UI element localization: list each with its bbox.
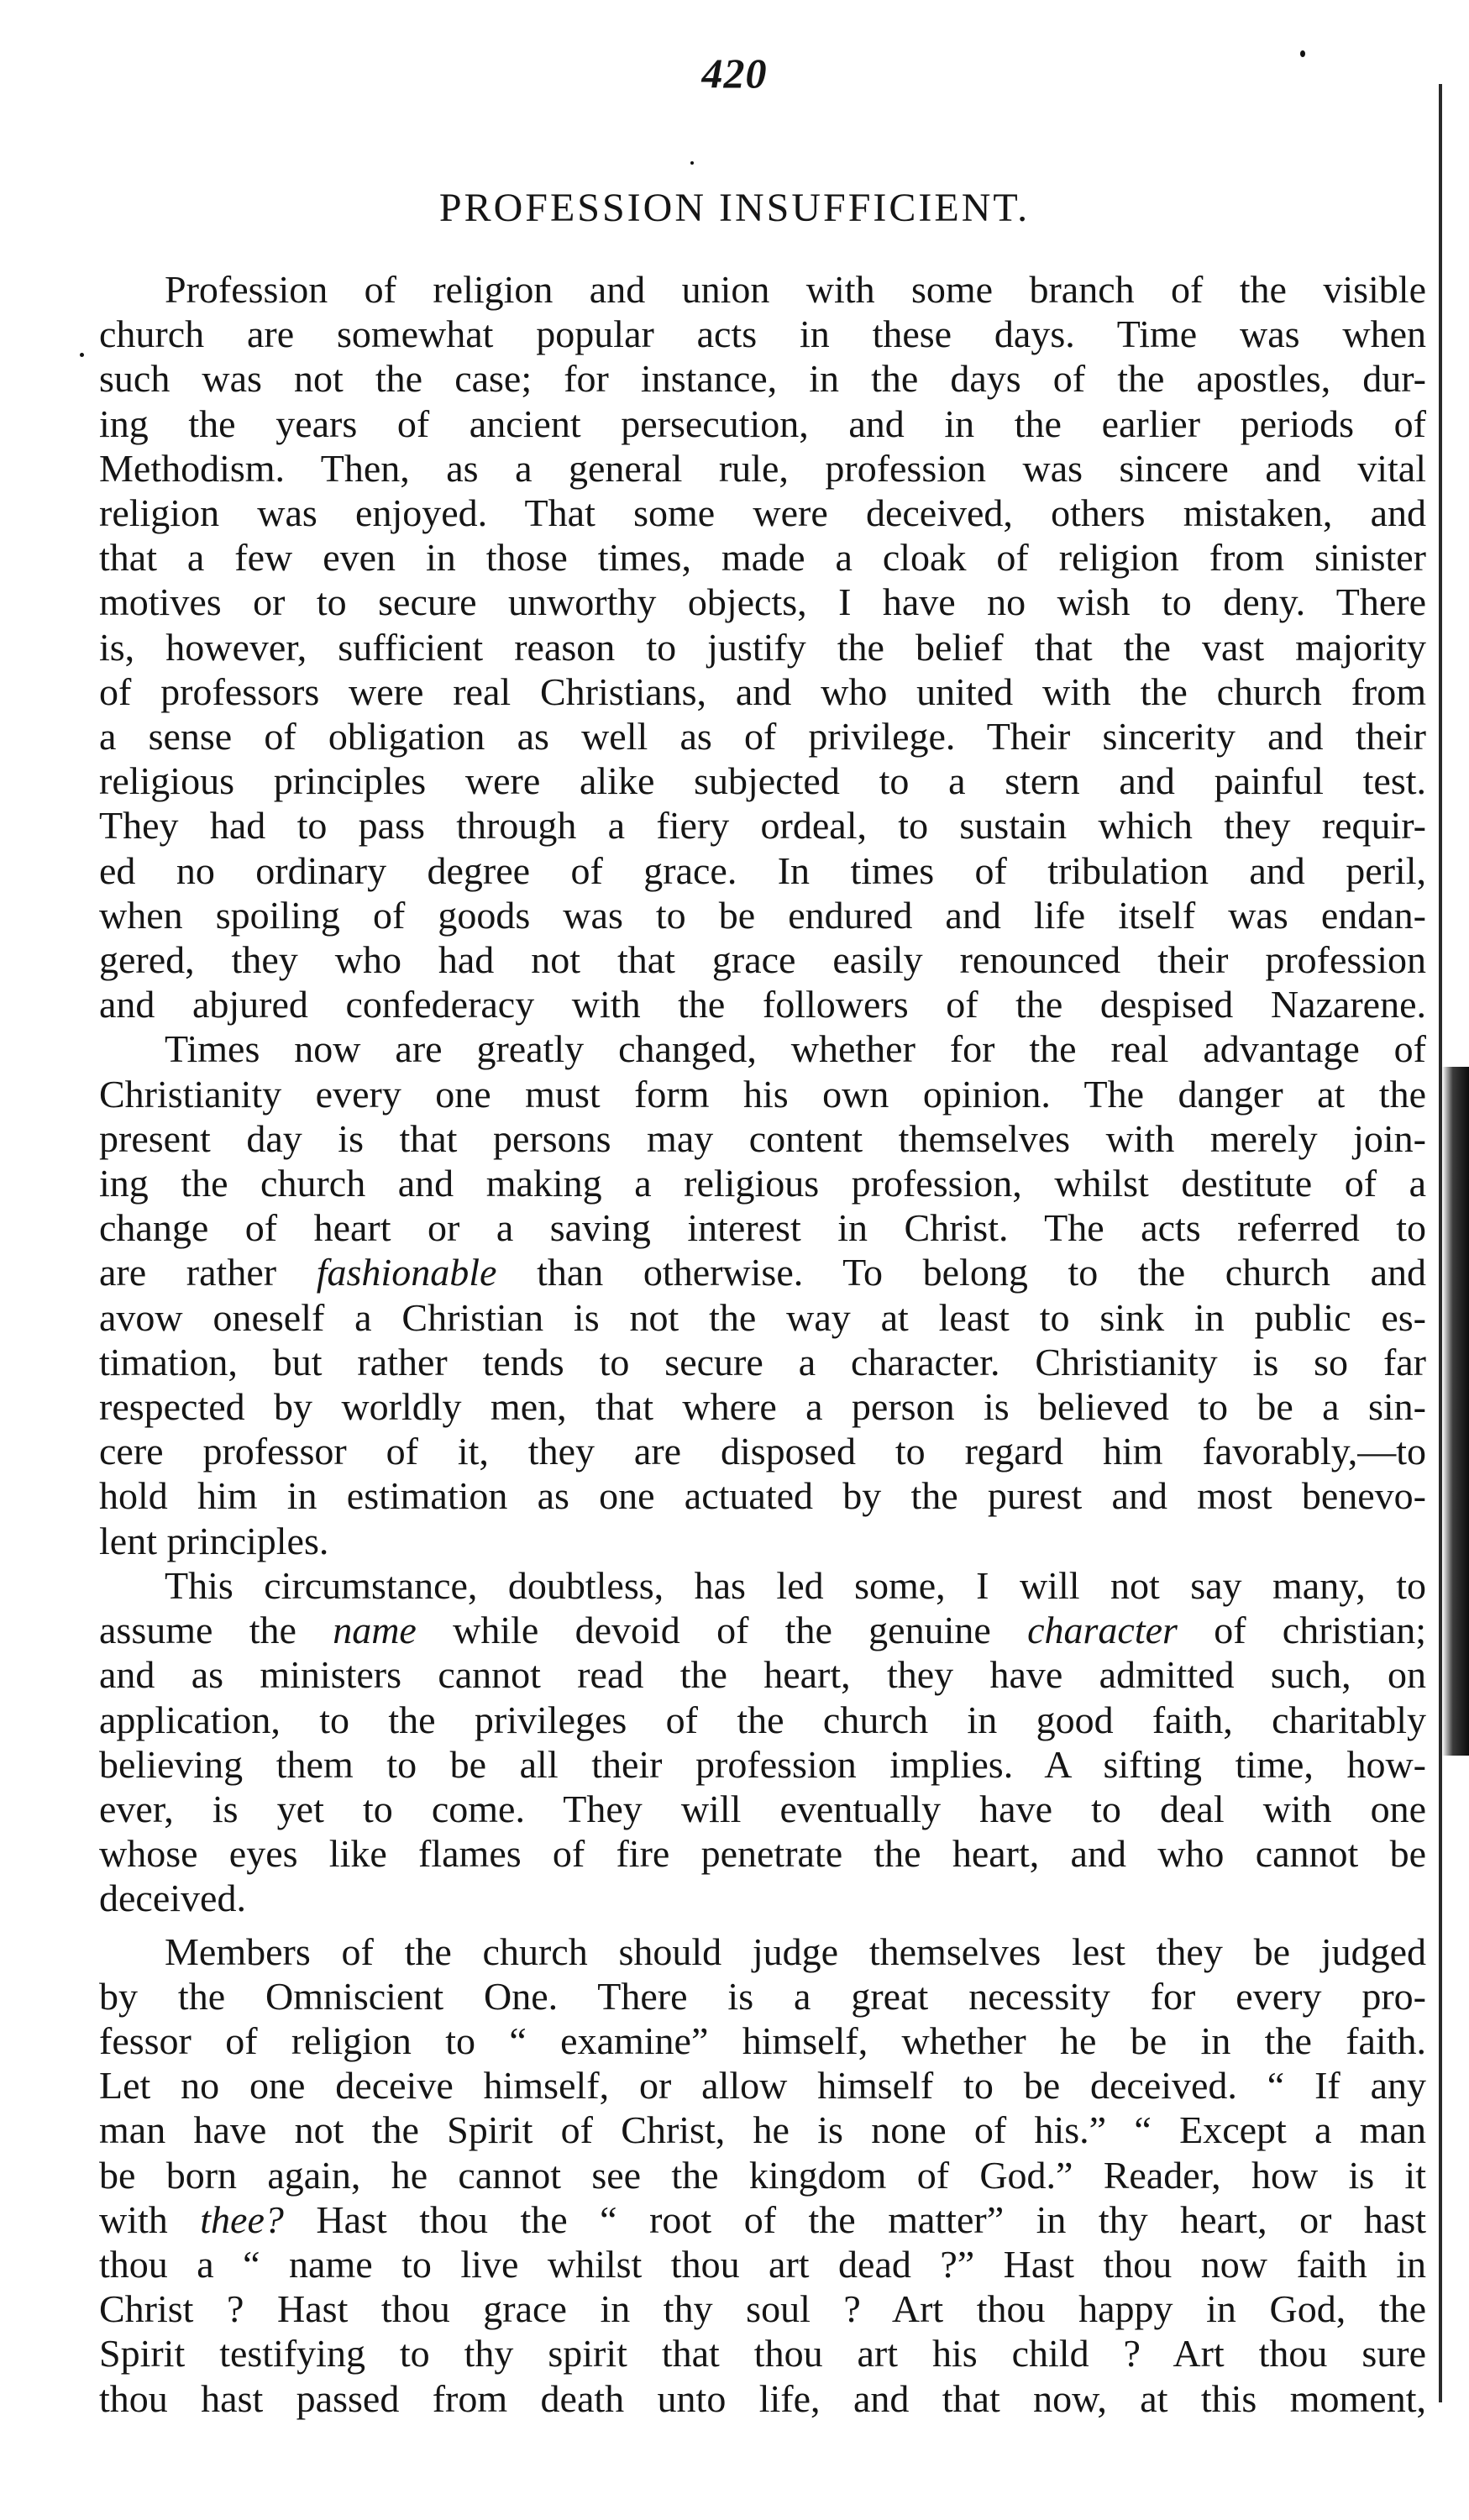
text-run: of christian; bbox=[1177, 1609, 1426, 1652]
emphasis-text: name bbox=[333, 1609, 417, 1652]
paragraph-1 bbox=[99, 267, 1426, 1026]
binding-shadow bbox=[1442, 1067, 1469, 1756]
emphasis-text: thee? bbox=[200, 2197, 284, 2241]
text-line: application, to the privileges of the church in good faith, charitably bbox=[99, 1698, 1426, 1741]
text-line: Members of the church should judge themselves lest they be judged bbox=[165, 1929, 1426, 1973]
text-run: with bbox=[99, 2197, 201, 2241]
text-line: Christ ? Hast thou grace in thy soul ? Art thou happy in God, the bbox=[99, 2287, 1426, 2331]
text-line: whose eyes like flames of fire penetrate the heart, and who cannot be bbox=[99, 1832, 1426, 1876]
text-line: thou hast passed from death unto life, and that now, at this moment, bbox=[99, 2376, 1426, 2420]
text-line: be born again, he cannot see the kingdom of God.” Reader, how is it bbox=[99, 2153, 1426, 2197]
text-line: lent principles. bbox=[99, 1519, 329, 1562]
text-line: is, however, sufficient reason to justify the belief that the vast majority bbox=[99, 625, 1426, 669]
paragraph-2 bbox=[99, 1026, 1426, 1562]
text-line: hold him in estimation as one actuated by the purest and most benevo- bbox=[99, 1474, 1426, 1518]
text-line: man have not the Spirit of Christ, he is none of his.” “ Except a man bbox=[99, 2108, 1426, 2152]
text-line: This circumstance, doubtless, has led some, I will not say many, to bbox=[165, 1563, 1426, 1607]
text-line bbox=[99, 2197, 1426, 2242]
text-run: are rather bbox=[99, 1251, 317, 1294]
text-line: by the Omniscient One. There is a great necessity for every pro- bbox=[99, 1974, 1426, 2018]
text-line: timation, but rather tends to secure a character. Christianity is so far bbox=[99, 1340, 1426, 1383]
text-line: thou a “ name to live whilst thou art dead ?” Hast thou now faith in bbox=[99, 2242, 1426, 2286]
emphasis-text: fashionable bbox=[316, 1251, 497, 1294]
text-line: ed no ordinary degree of grace. In times of tribulation and peril, bbox=[99, 848, 1426, 892]
article-body bbox=[99, 267, 1426, 2421]
text-line: and as ministers cannot read the heart, they have admitted such, on bbox=[99, 1653, 1426, 1697]
text-line bbox=[99, 1608, 1426, 1652]
text-line: Methodism. Then, as a general rule, profession was sincere and vital bbox=[99, 446, 1426, 490]
text-line: Christianity every one must form his own opinion. The danger at the bbox=[99, 1072, 1426, 1116]
text-line: of professors were real Christians, and who united with the church from bbox=[99, 669, 1426, 713]
text-run: assume the bbox=[99, 1609, 333, 1652]
text-run: Hast thou the “ root of the matter” in thy heart, or hast bbox=[283, 2197, 1426, 2241]
text-line: cere professor of it, they are disposed to regard him favorably,—to bbox=[99, 1430, 1426, 1473]
text-line: such was not the case; for instance, in the days of the apostles, dur- bbox=[99, 357, 1426, 401]
text-line: religion was enjoyed. That some were deceived, others mistaken, and bbox=[99, 491, 1426, 535]
text-line: ever, is yet to come. They will eventually have to deal with one bbox=[99, 1787, 1426, 1830]
text-line: and abjured confederacy with the followers of the despised Nazarene. bbox=[99, 983, 1426, 1026]
paragraph-4 bbox=[99, 1929, 1426, 2421]
text-run: while devoid of the genuine bbox=[416, 1609, 1028, 1652]
text-line: Profession of religion and union with some branch of the visible bbox=[165, 268, 1426, 311]
text-line bbox=[99, 1250, 1426, 1294]
text-line: believing them to be all their profession implies. A sifting time, how- bbox=[99, 1742, 1426, 1786]
text-line: gered, they who had not that grace easily renounced their profession bbox=[99, 938, 1426, 982]
text-line: motives or to secure unworthy objects, I have no wish to deny. There bbox=[99, 580, 1426, 624]
text-line: that a few even in those times, made a cloak of religion from sinister bbox=[99, 536, 1426, 580]
page-number: 420 bbox=[701, 50, 768, 97]
text-line: Times now are greatly changed, whether for the real advantage of bbox=[165, 1027, 1426, 1071]
text-line: deceived. bbox=[99, 1877, 246, 1920]
text-line: avow oneself a Christian is not the way at least to sink in public es- bbox=[99, 1295, 1426, 1339]
paragraph-3 bbox=[99, 1563, 1426, 1921]
text-line: respected by worldly men, that where a person is believed to be a sin- bbox=[99, 1385, 1426, 1429]
text-line: religious principles were alike subjected to a stern and painful test. bbox=[99, 759, 1426, 803]
ink-speck bbox=[80, 353, 84, 357]
text-line: church are somewhat popular acts in these days. Time was when bbox=[99, 312, 1426, 356]
article-title: PROFESSION INSUFFICIENT. bbox=[438, 186, 1031, 230]
text-line: change of heart or a saving interest in Christ. The acts referred to bbox=[99, 1206, 1426, 1250]
ink-speck bbox=[690, 161, 694, 165]
text-line: when spoiling of goods was to be endured and life itself was endan- bbox=[99, 893, 1426, 937]
text-line: ing the years of ancient persecution, and in the earlier periods of bbox=[99, 402, 1426, 445]
text-line: fessor of religion to “ examine” himself, whether he be in the faith. bbox=[99, 2019, 1426, 2062]
text-run: than otherwise. To belong to the church and bbox=[496, 1251, 1426, 1294]
text-line: present day is that persons may content themselves with merely join- bbox=[99, 1116, 1426, 1160]
text-line: a sense of obligation as well as of privilege. Their sincerity and their bbox=[99, 715, 1426, 759]
text-line: Let no one deceive himself, or allow himself to be deceived. “ If any bbox=[99, 2064, 1426, 2108]
emphasis-text: character bbox=[1027, 1609, 1178, 1652]
text-line: Spirit testifying to thy spirit that thou art his child ? Art thou sure bbox=[99, 2332, 1426, 2376]
text-line: ing the church and making a religious profession, whilst destitute of a bbox=[99, 1162, 1426, 1205]
text-line: They had to pass through a fiery ordeal, to sustain which they requir- bbox=[99, 804, 1426, 848]
